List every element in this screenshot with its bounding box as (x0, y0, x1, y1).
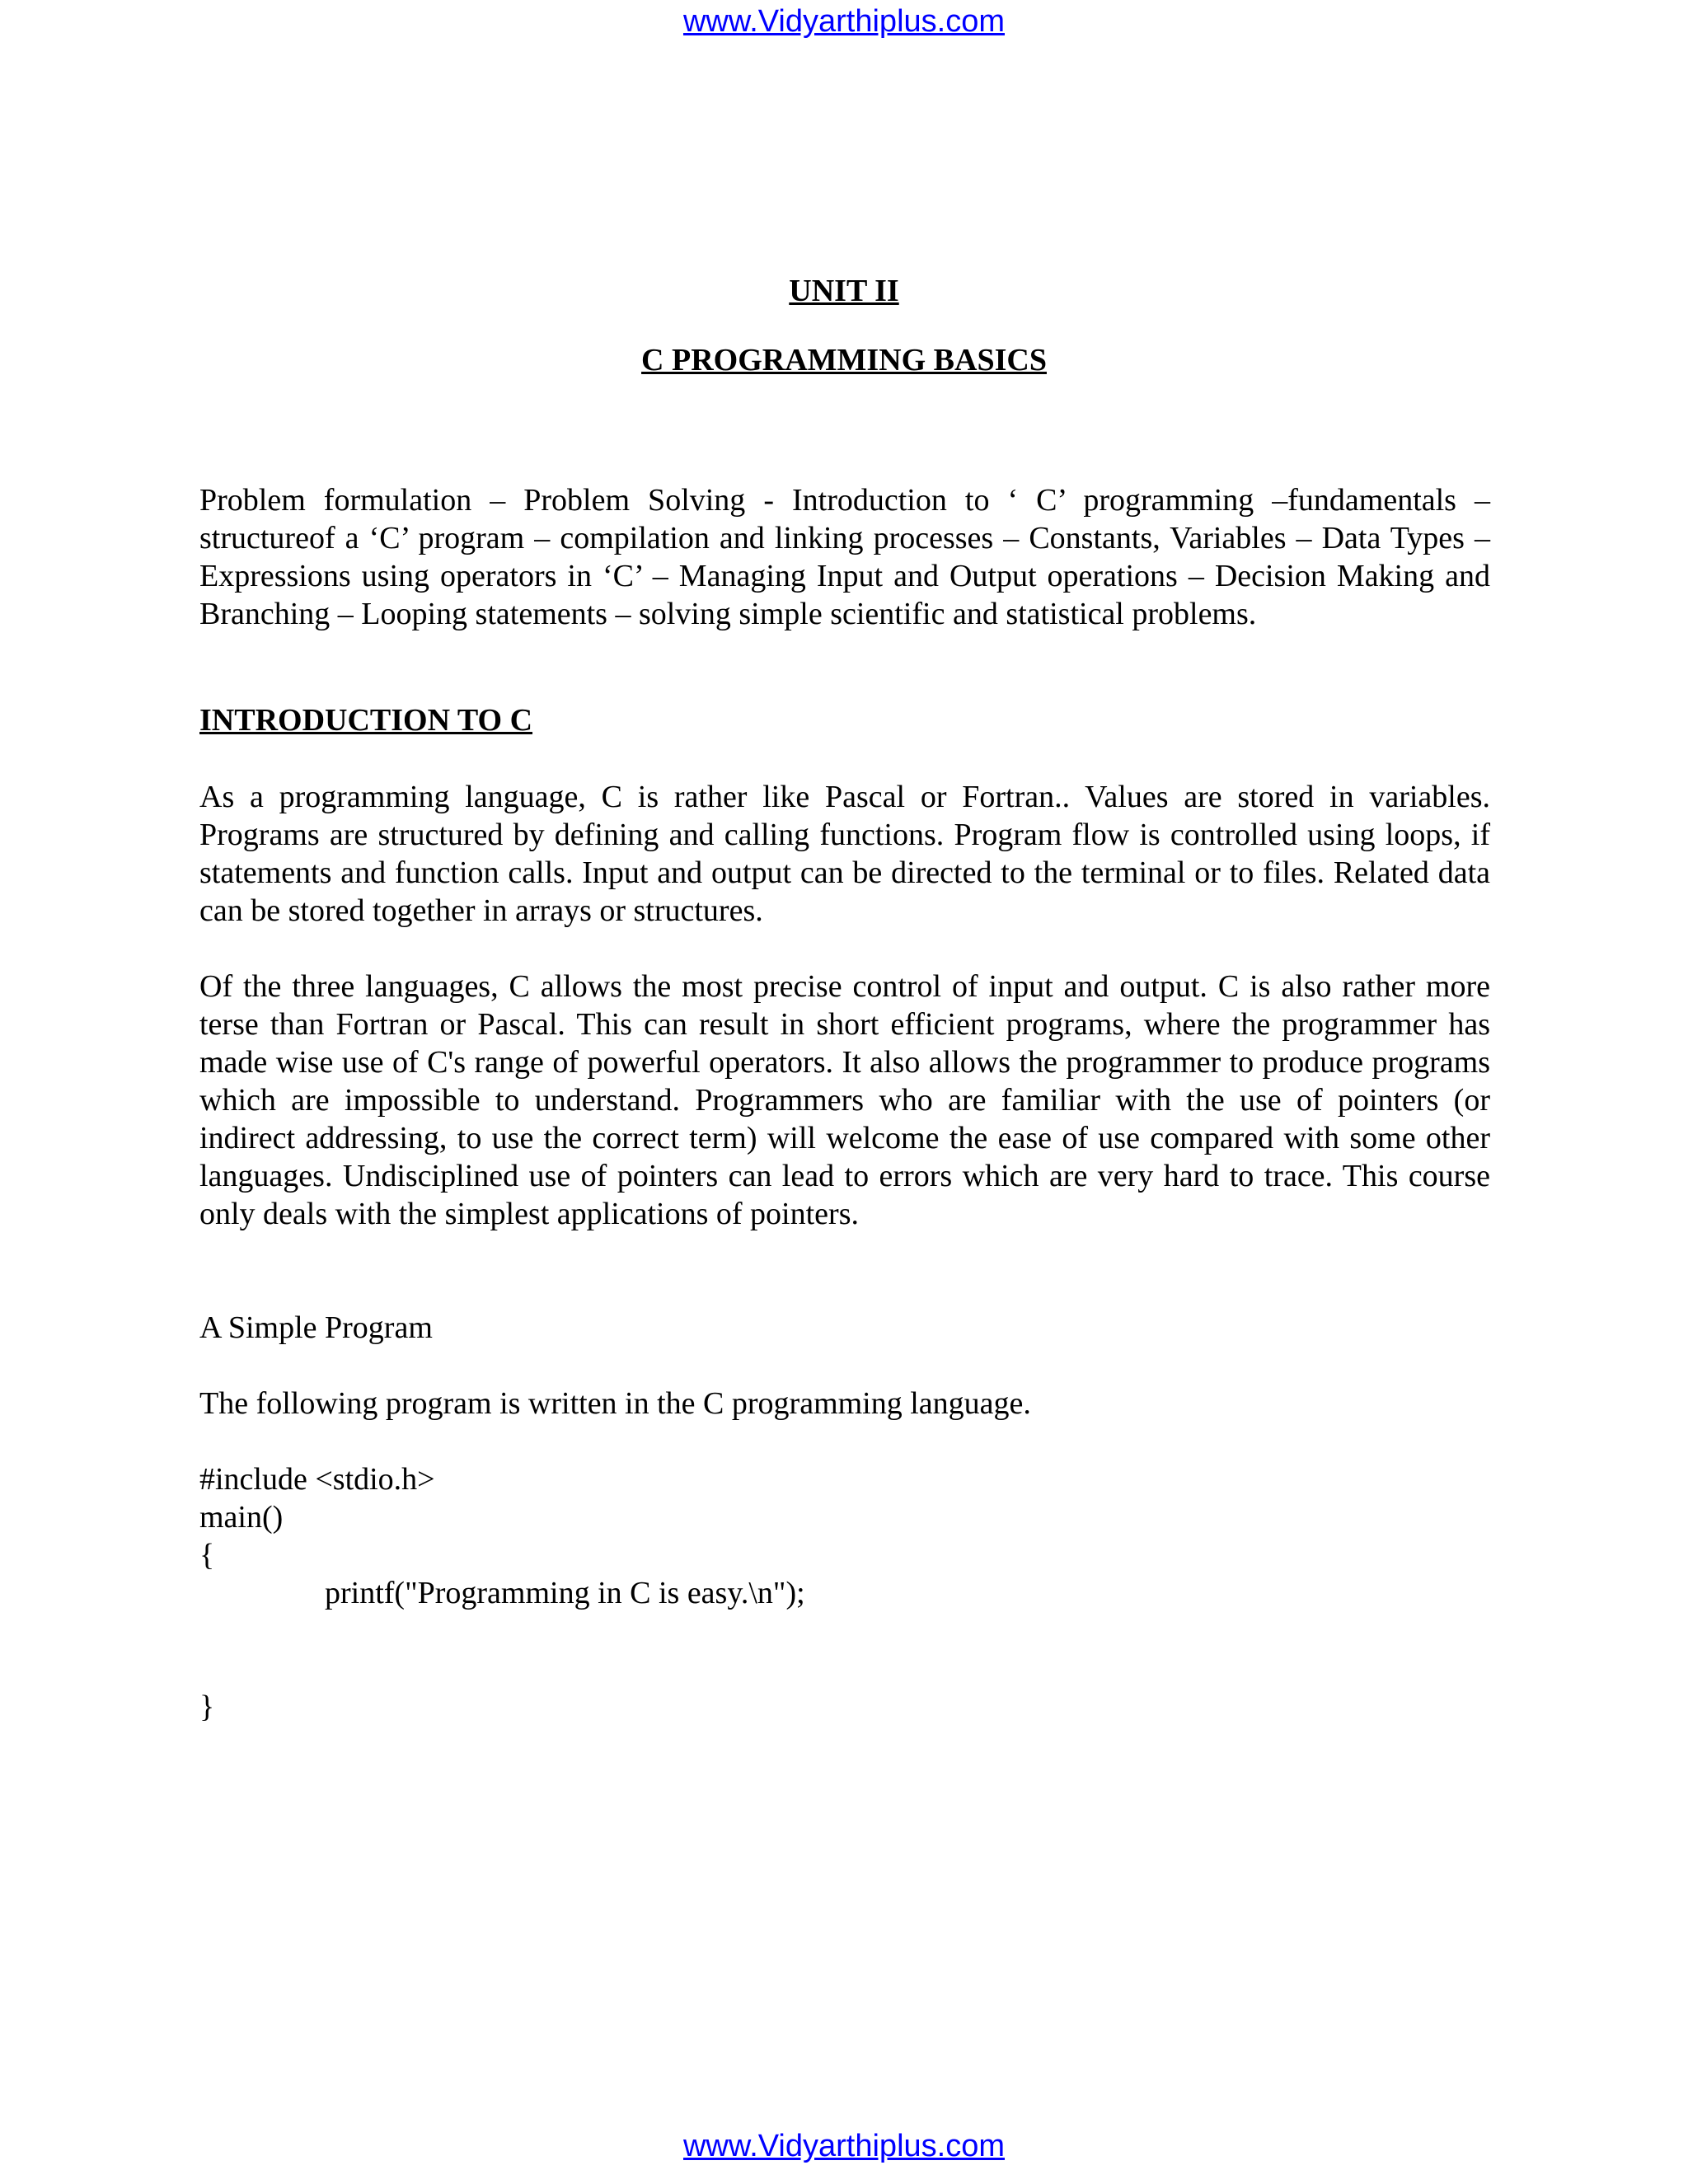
program-description: The following program is written in the C programming language. (199, 1386, 1031, 1421)
code-blank-gap (199, 1612, 1490, 1688)
intro-paragraph-2: Of the three languages, C allows the most precise control of input and output. C is also rather more terse than Fortran or Pascal. This can result in short efficient programs, where the programmer has made wise use of C's range of powerful operators. It also allows the programmer to produce programs which are impossible to understand. Programmers who are familiar with the use of pointers (or indirect addressing, to use the correct term) will welcome the ease of use compared with some other languages. Undisciplined use of pointers can lead to errors which are very hard to trace. This course only deals with the simplest applications of pointers. (199, 969, 1490, 1231)
code-line-include: #include <stdio.h> (199, 1462, 435, 1497)
syllabus-paragraph: Problem formulation – Problem Solving - Introduction to ‘ C’ programming –fundamentals – structureof a ‘C’ program – compilation and linking processes – Constants, Variables – Data Types –Expressions using operators in ‘C’ – Managing Input and Output operations – Decision Making and Branching – Looping statements – solving simple scientific and statistical problems. (199, 483, 1490, 631)
unit-subtitle: C PROGRAMMING BASICS (641, 343, 1047, 377)
section-heading-intro: INTRODUCTION TO C (199, 703, 533, 738)
code-line-printf: printf("Programming in C is easy.\n"); (325, 1576, 805, 1610)
code-line-close-brace: } (199, 1690, 215, 1724)
intro-paragraph-1: As a programming language, C is rather like Pascal or Fortran.. Values are stored in variables. Programs are structured by defining and calling functions. Program flow is controlled using loops, if statements and function calls. Input and output can be directed to the terminal or to files. Related data can be stored together in arrays or structures. (199, 780, 1490, 928)
footer-site-link[interactable]: www.Vidyarthiplus.com (682, 2129, 1005, 2163)
code-line-main: main() (199, 1500, 284, 1535)
unit-title: UNIT II (789, 274, 899, 308)
simple-program-label: A Simple Program (199, 1310, 433, 1345)
code-line-open-brace: { (199, 1538, 215, 1572)
code-listing (199, 1460, 1490, 1726)
header-site-link[interactable]: www.Vidyarthiplus.com (682, 4, 1005, 39)
